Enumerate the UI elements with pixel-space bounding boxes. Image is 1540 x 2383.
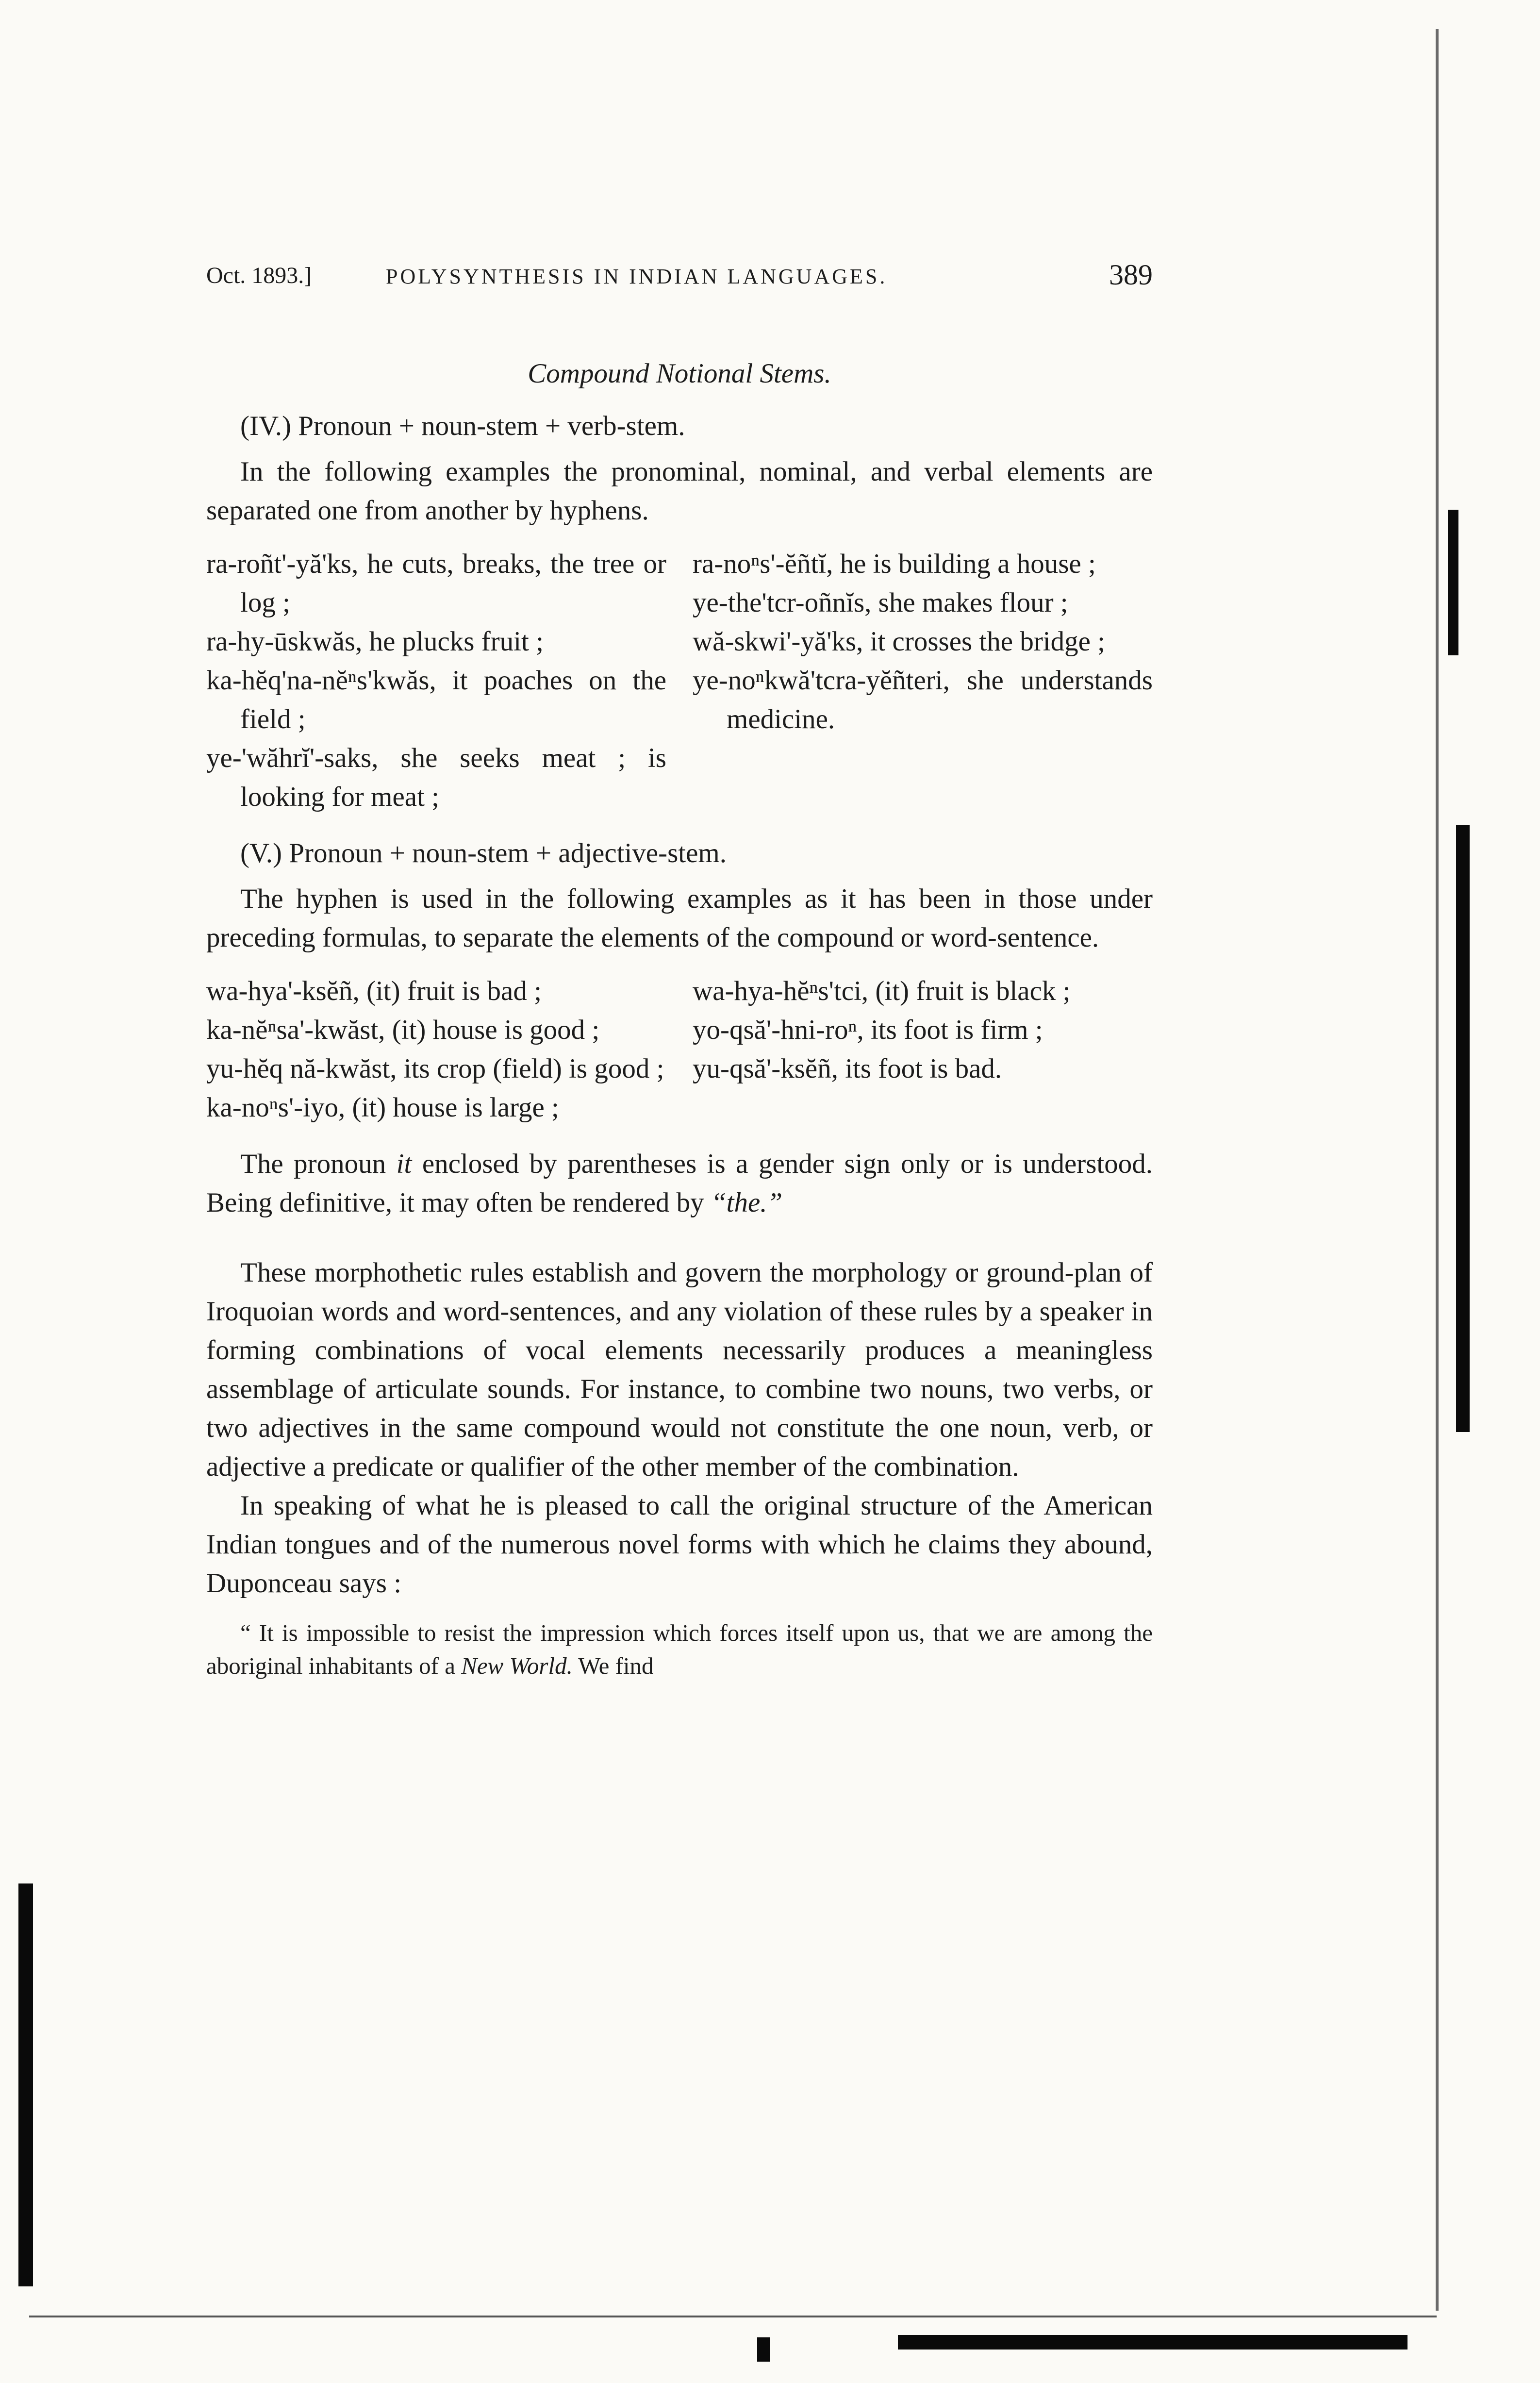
- quote-text: “ It is impossible to resist the impression which forces itself upon us, that we are among the aboriginal inhabitants of a: [206, 1619, 1153, 1679]
- section-title: Compound Notional Stems.: [528, 358, 831, 389]
- example-entry: wa-hya'-ksĕñ, (it) fruit is bad ;: [206, 976, 542, 1006]
- page-number: 389: [1109, 259, 1153, 291]
- example-entry: ra-roñt'-yă'ks, he cuts, breaks, the tree or log ;: [206, 549, 666, 618]
- intro-group-4: In the following examples the pronominal, nominal, and verbal elements are separated one from another by hyphens.: [206, 456, 1153, 526]
- examples-group-4: [206, 545, 1153, 817]
- quote-text-end: We find: [572, 1652, 654, 1679]
- quote-italic: New World.: [461, 1652, 573, 1679]
- running-head: [206, 259, 1153, 306]
- example-entry: ra-noⁿs'-ĕñtĭ, he is building a house ;: [693, 549, 1096, 579]
- example-entry: wă-skwi'-yă'ks, it crosses the bridge ;: [693, 626, 1106, 657]
- note-quoted-the: “the.”: [711, 1187, 783, 1218]
- heading-group-5: (V.) Pronoun + noun-stem + adjective-stem.: [240, 838, 727, 868]
- example-entry: wa-hya-hĕⁿs'tci, (it) fruit is black ;: [693, 976, 1071, 1006]
- example-entry: yu-hĕq nă-kwăst, its crop (field) is good ;: [206, 1053, 664, 1084]
- scan-edge-right-mid: [1456, 825, 1470, 1432]
- example-entry: ye-the'tcr-oñnĭs, she makes flour ;: [693, 587, 1068, 618]
- scan-edge-bottom-line: [29, 2316, 1437, 2317]
- page-body: [206, 354, 1153, 1706]
- examples-right-column: [693, 545, 1153, 817]
- examples-left-column: [206, 545, 666, 817]
- header-title: POLYSYNTHESIS IN INDIAN LANGUAGES.: [386, 265, 888, 288]
- scan-edge-bottom: [898, 2335, 1408, 2350]
- example-entry: ye-'wăhrĭ'-saks, she seeks meat ; is looking for meat ;: [206, 743, 666, 812]
- examples-left-column: [206, 972, 666, 1127]
- examples-group-5: [206, 972, 1153, 1127]
- example-entry: ka-hĕq'na-nĕⁿs'kwăs, it poaches on the field ;: [206, 665, 666, 734]
- scan-edge-right-upper: [1448, 510, 1458, 655]
- example-entry: ye-noⁿkwă'tcra-yĕñteri, she understands medicine.: [693, 665, 1153, 734]
- block-quote: [206, 1616, 1153, 1683]
- scan-edge-right-thin: [1436, 29, 1439, 2311]
- heading-group-4: (IV.) Pronoun + noun-stem + verb-stem.: [240, 411, 685, 441]
- note-text-before: The pronoun: [240, 1149, 397, 1179]
- paragraph-duponceau: In speaking of what he is pleased to call the original structure of the American Indian tongues and of the numerous novel forms with which he claims they abound, Duponceau says :: [206, 1490, 1153, 1599]
- example-entry: ra-hy-ūskwăs, he plucks fruit ;: [206, 626, 544, 657]
- note-text-middle: enclosed by parentheses is a gender sign only or is understood. Being definitive, it may often be rendered by: [206, 1149, 1153, 1218]
- example-entry: ka-nĕⁿsa'-kwăst, (it) house is good ;: [206, 1015, 600, 1045]
- scan-edge-left-lower: [18, 1883, 33, 2286]
- intro-group-5: The hyphen is used in the following examples as it has been in those under preceding formulas, to separate the elements of the compound or word-sentence.: [206, 883, 1153, 953]
- example-entry: yo-qsă'-hni-roⁿ, its foot is firm ;: [693, 1015, 1043, 1045]
- examples-right-column: [693, 972, 1153, 1127]
- example-entry: yu-qsă'-ksĕñ, its foot is bad.: [693, 1053, 1002, 1084]
- example-entry: ka-noⁿs'-iyo, (it) house is large ;: [206, 1092, 559, 1123]
- note-paragraph: [206, 1145, 1153, 1222]
- scan-mark-bottom: [757, 2337, 770, 2362]
- paragraph-morphothetic-rules: These morphothetic rules establish and govern the morphology or ground-plan of Iroquoian words and word-sentences, and any violation of these rules by a speaker in forming combinations of vocal elements necessarily produces a meaningless assemblage of articulate sounds. For instance, to combine two nouns, two verbs, or two adjectives in the same compound would not constitute the one noun, verb, or adjective a predicate or qualifier of the other member of the combination.: [206, 1257, 1153, 1482]
- note-italic-it: it: [396, 1149, 412, 1179]
- header-date: Oct. 1893.]: [206, 263, 312, 288]
